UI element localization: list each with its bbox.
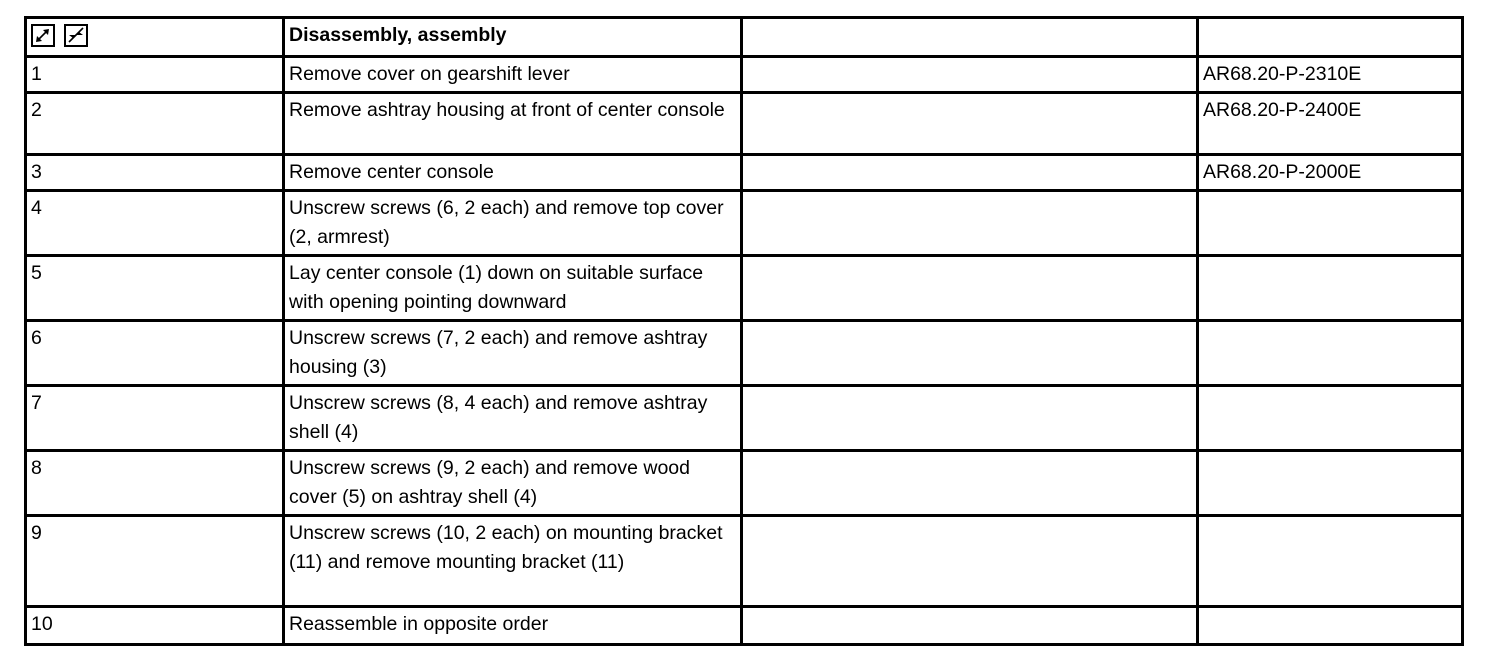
step-number: 8 <box>26 451 284 516</box>
step-number: 9 <box>26 516 284 607</box>
empty-cell <box>742 321 1198 386</box>
procedure-table <box>24 16 1464 646</box>
empty-cell <box>742 256 1198 321</box>
step-number: 5 <box>26 256 284 321</box>
step-reference-link[interactable]: AR68.20-P-2000E <box>1198 155 1463 191</box>
empty-cell <box>742 607 1198 645</box>
step-reference-cell <box>1198 386 1463 451</box>
section-title: Disassembly, assembly <box>284 18 742 57</box>
step-reference-cell <box>1198 516 1463 607</box>
table-header-row <box>26 18 1463 57</box>
empty-cell <box>742 93 1198 155</box>
header-empty-cell <box>742 18 1198 57</box>
empty-cell <box>742 451 1198 516</box>
table-row <box>26 516 1463 607</box>
step-number: 3 <box>26 155 284 191</box>
step-description: Unscrew screws (8, 4 each) and remove ashtray shell (4) <box>284 386 742 451</box>
header-icons-cell <box>26 18 284 57</box>
step-reference-cell <box>1198 191 1463 256</box>
step-number: 7 <box>26 386 284 451</box>
header-ref-cell <box>1198 18 1463 57</box>
step-reference-link[interactable]: AR68.20-P-2400E <box>1198 93 1463 155</box>
table-row <box>26 191 1463 256</box>
step-reference-cell <box>1198 607 1463 645</box>
step-description: Unscrew screws (6, 2 each) and remove top cover (2, armrest) <box>284 191 742 256</box>
step-number: 6 <box>26 321 284 386</box>
table-row <box>26 451 1463 516</box>
step-description: Unscrew screws (7, 2 each) and remove ashtray housing (3) <box>284 321 742 386</box>
empty-cell <box>742 386 1198 451</box>
step-reference-cell <box>1198 321 1463 386</box>
table-row <box>26 256 1463 321</box>
step-number: 10 <box>26 607 284 645</box>
step-number: 2 <box>26 93 284 155</box>
step-description: Remove cover on gearshift lever <box>284 57 742 93</box>
step-reference-cell <box>1198 256 1463 321</box>
expand-arrow-icon[interactable] <box>31 24 55 47</box>
empty-cell <box>742 57 1198 93</box>
step-description: Remove center console <box>284 155 742 191</box>
empty-cell <box>742 516 1198 607</box>
table-row <box>26 321 1463 386</box>
empty-cell <box>742 155 1198 191</box>
table-row <box>26 57 1463 93</box>
step-description: Unscrew screws (9, 2 each) and remove wood cover (5) on ashtray shell (4) <box>284 451 742 516</box>
step-number: 4 <box>26 191 284 256</box>
step-description: Reassemble in opposite order <box>284 607 742 645</box>
step-description: Unscrew screws (10, 2 each) on mounting bracket (11) and remove mounting bracket (11) <box>284 516 742 607</box>
table-row <box>26 607 1463 645</box>
step-reference-cell <box>1198 451 1463 516</box>
table-row <box>26 155 1463 191</box>
step-reference-link[interactable]: AR68.20-P-2310E <box>1198 57 1463 93</box>
step-description: Lay center console (1) down on suitable surface with opening pointing downward <box>284 256 742 321</box>
empty-cell <box>742 191 1198 256</box>
step-number: 1 <box>26 57 284 93</box>
collapse-arrow-icon[interactable] <box>64 24 88 47</box>
table-row <box>26 386 1463 451</box>
table-row <box>26 93 1463 155</box>
step-description: Remove ashtray housing at front of center console <box>284 93 742 155</box>
